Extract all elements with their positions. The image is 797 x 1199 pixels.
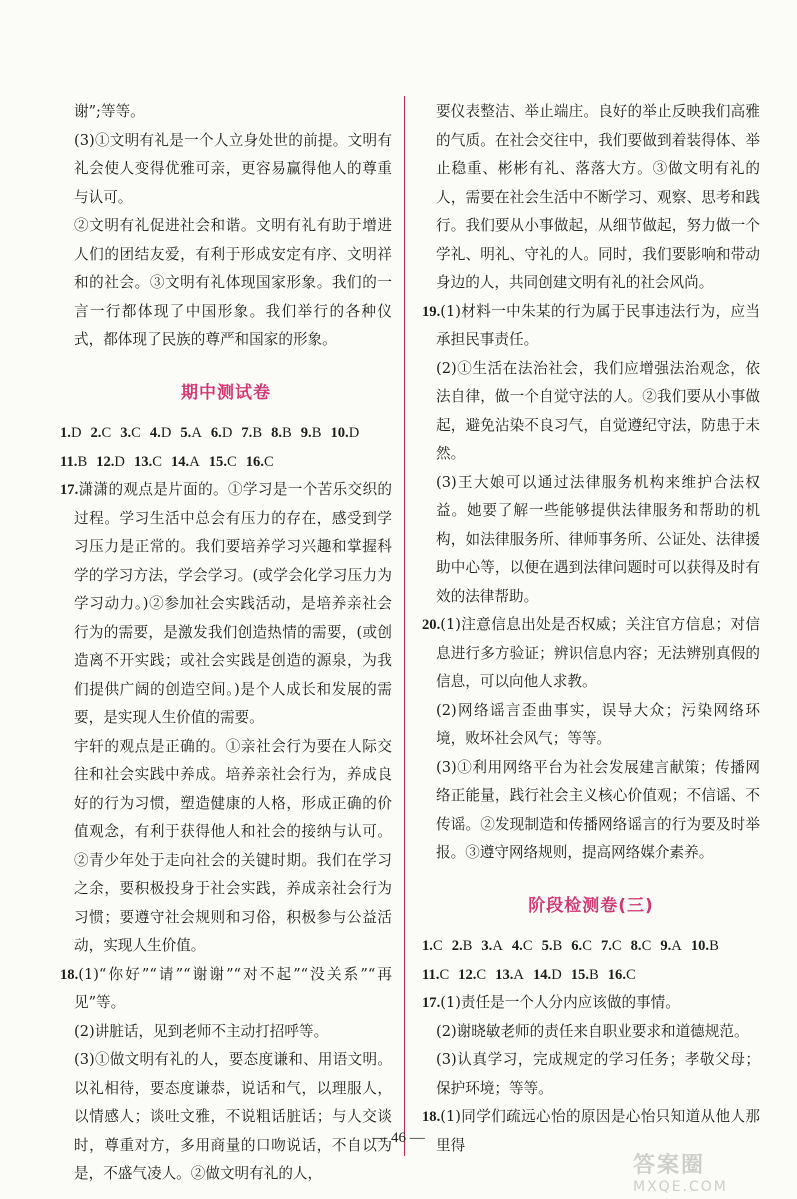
paragraph: (3)①文明有礼是一个人立身处世的前提。文明有礼会使人变得优雅可亲，更容易赢得他人的尊重与认可。 — [74, 131, 392, 206]
choice-letter: C — [522, 938, 533, 954]
question-number: 19. — [422, 303, 441, 320]
watermark-logo-text: 答案圈 — [633, 1153, 706, 1178]
choice-letter: C — [625, 966, 636, 983]
choice-letter: C — [101, 425, 112, 441]
choice-answer — [91, 425, 112, 441]
choice-number: 2. — [90, 425, 102, 441]
choice-answer — [120, 425, 141, 441]
question-18 — [60, 961, 392, 1018]
question-number: 18. — [422, 1109, 441, 1125]
choice-answer — [60, 454, 87, 470]
paragraph: (2)网络谣言歪曲事实，误导大众；污染网络环境，败坏社会风气；等等。 — [436, 701, 760, 747]
choice-letter: A — [492, 938, 503, 954]
choice-answer — [150, 425, 172, 441]
choice-letter: B — [282, 425, 292, 441]
paragraph: ②文明有礼促进社会和谐。文明有礼有助于增进人们的团结友爱，有利于形成安定有序、文明祥和的社会。③文明有礼体现国家形象。我们的一言一行都体现了中国形象。我们举行的各种仪式，都体现了民族的尊严和国家的形象。 — [74, 217, 392, 348]
choice-answer — [512, 938, 533, 954]
question-19 — [422, 298, 760, 355]
choice-letter: D — [221, 425, 233, 441]
question-number: 17. — [422, 995, 441, 1011]
paragraph: (2)谢晓敏老师的责任来自职业要求和道德规范。 — [436, 1022, 749, 1040]
choice-number: 13. — [495, 966, 514, 983]
choice-letter: A — [513, 966, 524, 983]
choice-answer — [301, 425, 322, 441]
choice-number: 10. — [690, 938, 710, 954]
choice-number: 14. — [170, 453, 190, 470]
choice-answer — [209, 454, 237, 470]
choice-letter: D — [160, 425, 172, 441]
question-17 — [422, 989, 760, 1018]
choice-answer — [691, 938, 719, 954]
choice-letter: D — [348, 425, 360, 441]
choice-answer — [571, 967, 599, 983]
choice-letter: C — [263, 453, 274, 470]
question-number: 20. — [422, 617, 441, 633]
choice-answer — [631, 938, 652, 954]
choice-answer — [330, 425, 359, 441]
choice-letter: C — [131, 425, 141, 441]
choice-letter: B — [709, 938, 719, 954]
choice-number: 11. — [60, 453, 78, 470]
choice-letter: C — [611, 938, 622, 954]
choice-letter: B — [589, 966, 599, 983]
choice-answer — [542, 938, 563, 954]
choice-answer — [533, 967, 562, 983]
choice-letter: B — [462, 938, 473, 954]
choice-answer — [246, 454, 274, 470]
choice-answer — [495, 967, 524, 983]
choice-answer — [481, 938, 503, 954]
choice-answer — [458, 967, 486, 983]
choice-answer — [422, 938, 443, 954]
paragraph: (3)王大娘可以通过法律服务机构来维护合法权益。她要了解一些能够提供法律服务和帮助的机构，如法律服务所、律师事务所、公证处、法律援助中心等，以便在遇到法律问题时可以获得及时有效的法律帮助。 — [436, 473, 760, 605]
paragraph: (3)①做文明有礼的人，要态度谦和、用语文明。以礼相待，要态度谦恭，说话和气，以理服人，以情感人；谈吐文雅，不说粗话脏话；与人交谈时，尊重对方，多用商量的口吻说话，不自以为是，不盛气凌人。②做文明有礼的人， — [74, 1051, 392, 1182]
choice-answer — [60, 425, 82, 441]
choice-letter: C — [439, 966, 450, 983]
choice-number: 4. — [149, 425, 161, 441]
left-column — [60, 98, 392, 1189]
choice-letter: B — [77, 453, 88, 470]
paragraph: (3)①利用网络平台为社会发展建言献策；传播网络正能量，践行社会主义核心价值观；不信谣、不传谣。②发现制造和传播网络谣言的行为要及时举报。③遵守网络规则，提高网络媒介素养。 — [436, 758, 760, 861]
choice-number: 16. — [245, 453, 264, 470]
choice-number: 5. — [541, 938, 553, 954]
choice-answer — [134, 454, 162, 470]
choice-answer — [271, 425, 292, 441]
paragraph: (2)讲脏话，见到老师不主动打招呼等。 — [74, 1022, 329, 1040]
choice-number: 7. — [241, 425, 253, 441]
choice-answer — [422, 967, 449, 983]
question-number: 17. — [60, 482, 79, 498]
column-divider — [404, 96, 405, 1156]
choice-number: 10. — [330, 425, 349, 441]
answer-row — [60, 448, 392, 477]
choice-letter: C — [641, 938, 652, 954]
choice-number: 3. — [120, 425, 132, 441]
choice-letter: A — [191, 425, 202, 441]
choice-answer — [211, 425, 233, 441]
question-20 — [422, 611, 760, 697]
choice-number: 9. — [300, 425, 312, 441]
watermark-url: MXQE.COM — [633, 1179, 728, 1195]
choice-letter: A — [189, 453, 200, 470]
choice-letter: D — [114, 453, 125, 470]
choice-answer — [96, 454, 125, 470]
answer-row — [422, 961, 760, 990]
paragraph: (2)①生活在法治社会，我们应增强法治观念，依法自律，做一个自觉守法的人。②我们要从小事做起，避免沾染不良习气，自觉遵纪守法，防患于未然。 — [436, 359, 760, 462]
choice-letter: C — [152, 453, 162, 470]
choice-number: 8. — [630, 938, 642, 954]
choice-letter: C — [582, 938, 592, 954]
paragraph: 谢”;等等。 — [74, 103, 145, 120]
choice-letter: B — [252, 425, 263, 441]
choice-number: 5. — [180, 425, 192, 441]
choice-number: 6. — [571, 938, 583, 954]
choice-answer — [452, 938, 473, 954]
choice-answer — [571, 938, 592, 954]
question-text: (1)材料一中朱某的行为属于民事违法行为，应当承担民事责任。 — [436, 302, 760, 348]
choice-answer — [180, 425, 202, 441]
choice-number: 8. — [271, 425, 283, 441]
choice-answer — [171, 454, 200, 470]
choice-answer — [608, 967, 636, 983]
choice-number: 14. — [532, 966, 552, 983]
question-text: (1)责任是一个人分内应该做的事情。 — [440, 994, 680, 1011]
choice-letter: C — [476, 966, 487, 983]
choice-number: 4. — [511, 938, 523, 954]
choice-number: 2. — [451, 938, 463, 954]
choice-letter: C — [432, 938, 443, 954]
page-number: — 46 — — [372, 1130, 425, 1146]
question-text: (1)“你好”“请”“谢谢”“对不起”“没关系”“再见”等。 — [74, 965, 392, 1011]
choice-number: 1. — [60, 425, 71, 441]
paragraph: 宇轩的观点是正确的。①亲社会行为要在人际交往和社会实践中养成。培养亲社会行为，养成良好的行为习惯，塑造健康的人格，形成正确的价值观念，有利于获得他人和社会的接纳与认可。②青少年处于走向社会的关键时期。我们在学习之余，要积极投身于社会实践，养成亲社会行为习惯；要遵守社会规则和习俗，积极参与公益活动，实现人生价值。 — [74, 737, 392, 954]
question-17 — [60, 476, 392, 733]
choice-number: 9. — [660, 938, 672, 954]
choice-answer — [241, 425, 262, 441]
choice-letter: C — [227, 453, 237, 470]
choice-answer — [601, 938, 622, 954]
question-text: 潇潇的观点是片面的。①学习是一个苦乐交织的过程。学习生活中总会有压力的存在，感受到学习压力是正常的。我们要培养学习兴趣和掌握科学的学习方法，学会学习。(或学会化学习压力为学习动力。)②参加社会实践活动，是培养亲社会行为的需要，是激发我们创造热情的需要，(或创造离不开实践；或社会实践是创造的源泉，为我们提供广阔的创造空间。)是个人成长和发展的需要，是实现人生价值的需要。 — [74, 481, 392, 726]
choice-number: 16. — [607, 966, 626, 983]
right-column — [422, 98, 760, 1160]
answer-row — [60, 419, 392, 448]
choice-number: 11. — [422, 966, 440, 983]
choice-number: 3. — [481, 938, 493, 954]
choice-letter: B — [311, 425, 322, 441]
choice-number: 1. — [422, 938, 433, 954]
choice-letter: A — [671, 938, 682, 954]
question-text: (1)同学们疏远心怡的原因是心怡只知道从他人那里得 — [436, 1108, 760, 1154]
choice-answer — [660, 938, 682, 954]
paragraph: (3)认真学习，完成规定的学习任务；孝敬父母；保护环境；等等。 — [436, 1051, 760, 1097]
choice-number: 15. — [208, 453, 227, 470]
choice-number: 6. — [210, 425, 222, 441]
question-text: (1)注意信息出处是否权威；关注官方信息；对信息进行多方验证；辨识信息内容；无法辨别真假的信息，可以向他人求教。 — [436, 616, 760, 690]
choice-number: 13. — [133, 453, 153, 470]
choice-letter: D — [551, 966, 562, 983]
paragraph: 要仪表整洁、举止端庄。良好的举止反映我们高雅的气质。在社会交往中，我们要做到着装得体、举止稳重、彬彬有礼、落落大方。③做文明有礼的人，需要在社会生活中不断学习、观察、思考和践行。我们要从小事做起，从细节做起，努力做一个学礼、明礼、守礼的人。同时，我们要影响和带动身边的人，共同创建文明有礼的社会风尚。 — [436, 103, 760, 291]
section-title-midterm: 期中测试卷 — [181, 382, 271, 403]
choice-letter: D — [70, 425, 82, 441]
question-number: 18. — [60, 966, 79, 983]
site-watermark — [633, 1148, 783, 1196]
choice-number: 15. — [570, 966, 589, 983]
section-title-stage-test-3: 阶段检测卷(三) — [528, 895, 654, 916]
choice-number: 7. — [600, 938, 612, 954]
choice-letter: B — [552, 938, 563, 954]
choice-number: 12. — [96, 453, 115, 470]
choice-number: 12. — [458, 966, 477, 983]
answer-row — [422, 932, 760, 961]
